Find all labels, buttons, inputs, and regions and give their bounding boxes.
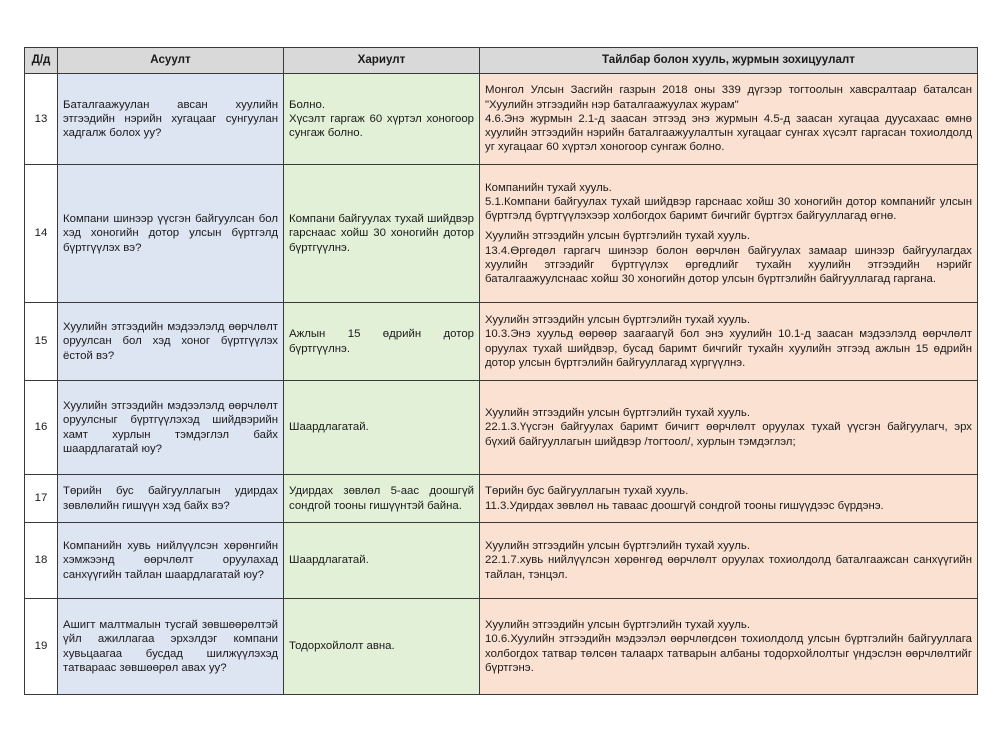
explanation-paragraph [485, 313, 972, 370]
explanation-paragraph [485, 618, 972, 675]
explanation-paragraph [485, 484, 972, 512]
question-cell: Компанийн хувь нийлүүлсэн хөрөнгийн хэмжээнд өөрчлөлт оруулахад санхүүгийн тайлан шаардлагатай юу? [58, 523, 284, 599]
row-number: 14 [25, 165, 58, 303]
question-cell: Төрийн бус байгууллагын удирдах зөвлөлийн гишүүн хэд байх вэ? [58, 475, 284, 523]
answer-line: Шаардлагатай. [289, 421, 369, 434]
answer-line: Компани байгуулах тухай шийдвэр гарснаас хойш 30 хоногийн дотор бүртгүүлнэ. [289, 213, 474, 254]
explanation-paragraph [485, 83, 972, 154]
answer-line: Тодорхойлолт авна. [289, 640, 395, 653]
explanation-paragraph [485, 539, 972, 582]
answer-cell [284, 303, 480, 381]
table-row [25, 74, 978, 165]
row-number: 19 [25, 599, 58, 695]
answer-cell [284, 523, 480, 599]
answer-cell [284, 475, 480, 523]
row-number: 13 [25, 74, 58, 165]
header-row [25, 48, 978, 74]
answer-cell [284, 381, 480, 475]
explanation-line: Хуулийн этгээдийн улсын бүртгэлийн тухай хууль. [485, 407, 750, 420]
row-number: 15 [25, 303, 58, 381]
explanation-line: Хуулийн этгээдийн улсын бүртгэлийн тухай хууль. [485, 540, 750, 553]
answer-line: Ажлын 15 өдрийн дотор бүртгүүлнэ. [289, 328, 474, 355]
explanation-line: Хуулийн этгээдийн улсын бүртгэлийн тухай хууль. [485, 230, 750, 243]
question-cell: Ашигт малтмалын тусгай зөвшөөрөлтэй үйл ажиллагаа эрхэлдэг компани хувьцаагаа бусдад шилжүүлэхэд татвараас зөвшөөрөл авах уу? [58, 599, 284, 695]
answer-cell [284, 74, 480, 165]
answer-line: Хүсэлт гаргаж 60 хүртэл хоногоор сунгаж болно. [289, 112, 474, 140]
question-cell: Баталгаажуулан авсан хуулийн этгээдийн нэрийн хугацааг сунгуулан хадгалж болох уу? [58, 74, 284, 165]
answer-line: Шаардлагатай. [289, 554, 369, 567]
answer-cell [284, 599, 480, 695]
explanation-cell [480, 165, 978, 303]
question-cell: Хуулийн этгээдийн мэдээлэлд өөрчлөлт оруулсныг бүртгүүлэхэд шийдвэрийн хамт хурлын тэмдэглэл байх шаардлагатай юу? [58, 381, 284, 475]
explanation-line: Монгол Улсын Засгийн газрын 2018 оны 339 дүгээр тогтоолын хавсралтаар баталсан "Хуулийн этгээдийн нэр баталгаажуулах журам" [485, 84, 972, 111]
explanation-paragraph [485, 229, 972, 286]
header-explanation: Тайлбар болон хууль, журмын зохицуулалт [480, 48, 978, 74]
answer-cell [284, 165, 480, 303]
explanation-line: 11.3.Удирдах зөвлөл нь таваас доошгүй сондгой тооны гишүүдээс бүрдэнэ. [485, 499, 884, 512]
explanation-line: Хуулийн этгээдийн улсын бүртгэлийн тухай хууль. [485, 314, 750, 327]
header-answer: Хариулт [284, 48, 480, 74]
explanation-line: 22.1.7.хувь нийлүүлсэн хөрөнгөд өөрчлөлт оруулах тохиолдолд баталгаажсан санхүүгийн тайлан, тэнцэл. [485, 554, 972, 581]
table-row [25, 599, 978, 695]
explanation-line: 10.3.Энэ хуульд өөрөөр заагаагүй бол энэ хуулийн 10.1-д заасан мэдээлэлд өөрчлөлт оруулах тухай шийдвэр, бусад баримт бичгийг тухайн хуулийн этгээд ажлын 15 өдрийн дотор улсын бүртгэлийн байгууллагад хүргүүлнэ. [485, 328, 972, 369]
answer-line: Удирдах зөвлөл 5-аас доошгүй сондгой тооны гишүүнтэй байна. [289, 485, 474, 512]
explanation-cell [480, 381, 978, 475]
explanation-cell [480, 74, 978, 165]
answer-line: Болно. [289, 98, 325, 111]
explanation-line: Хуулийн этгээдийн улсын бүртгэлийн тухай хууль. [485, 619, 750, 632]
explanation-paragraph [485, 406, 972, 449]
question-cell: Компани шинээр үүсгэн байгуулсан бол хэд хоногийн дотор улсын бүртгэлд бүртгүүлэх вэ? [58, 165, 284, 303]
explanation-paragraph [485, 181, 972, 224]
table-row [25, 303, 978, 381]
table-row [25, 523, 978, 599]
table-row [25, 381, 978, 475]
explanation-line: 10.6.Хуулийн этгээдийн мэдээлэл өөрчлөгдсөн тохиолдолд улсын бүртгэлийн байгууллага холбогдох татвар төлсөн талаарх татварын албаны тодорхойлолтыг үндэслэн өөрчлөлтийг бүртгэнэ. [485, 633, 972, 674]
explanation-cell [480, 599, 978, 695]
question-cell: Хуулийн этгээдийн мэдээлэлд өөрчлөлт оруулсан бол хэд хоног бүртгүүлэх ёстой вэ? [58, 303, 284, 381]
header-num: Д/д [25, 48, 58, 74]
faq-table [24, 47, 978, 695]
explanation-line: 5.1.Компани байгуулах тухай шийдвэр гарснаас хойш 30 хоногийн дотор компанийг улсын бүртгэлд бүртгүүлэхээр холбогдох баримт бичгийг бүртгэх байгууллагад өгнө. [485, 195, 972, 223]
faq-body [25, 74, 978, 695]
explanation-line: 22.1.3.Үүсгэн байгуулах баримт бичигт өөрчлөлт оруулах тухай үүсгэн байгуулагч, эрх бүхий байгууллагын шийдвэр /тогтоол/, хурлын тэмдэглэл; [485, 421, 972, 448]
explanation-line: Компанийн тухай хууль. [485, 181, 612, 194]
row-number: 18 [25, 523, 58, 599]
row-number: 16 [25, 381, 58, 475]
row-number: 17 [25, 475, 58, 523]
explanation-line: 13.4.Өргөдөл гаргагч шинээр болон өөрчлөн байгуулах замаар шинээр байгуулагдах хуулийн этгээдийг бүртгүүлэх өргөдлийг тухайн хуулийн этгээдийн нэрийг баталгаажуулснаас хойш 30 хоногийн дотор улсын бүртгэлийн байгууллагад гаргана. [485, 244, 972, 285]
explanation-cell [480, 475, 978, 523]
explanation-line: 4.6.Энэ журмын 2.1-д заасан этгээд энэ журмын 4.5-д заасан хугацаа дуусахаас өмнө хуулийн этгээдийн нэрийн баталгаажуулалтын хугацааг сунгах хүсэлт гаргасан тохиолдолд уг хугацааг 60 хүртэл хоногоор сунгаж болно. [485, 112, 972, 154]
table-row [25, 165, 978, 303]
explanation-line: Төрийн бус байгууллагын тухай хууль. [485, 485, 689, 498]
header-question: Асуулт [58, 48, 284, 74]
table-row [25, 475, 978, 523]
explanation-cell [480, 303, 978, 381]
explanation-cell [480, 523, 978, 599]
